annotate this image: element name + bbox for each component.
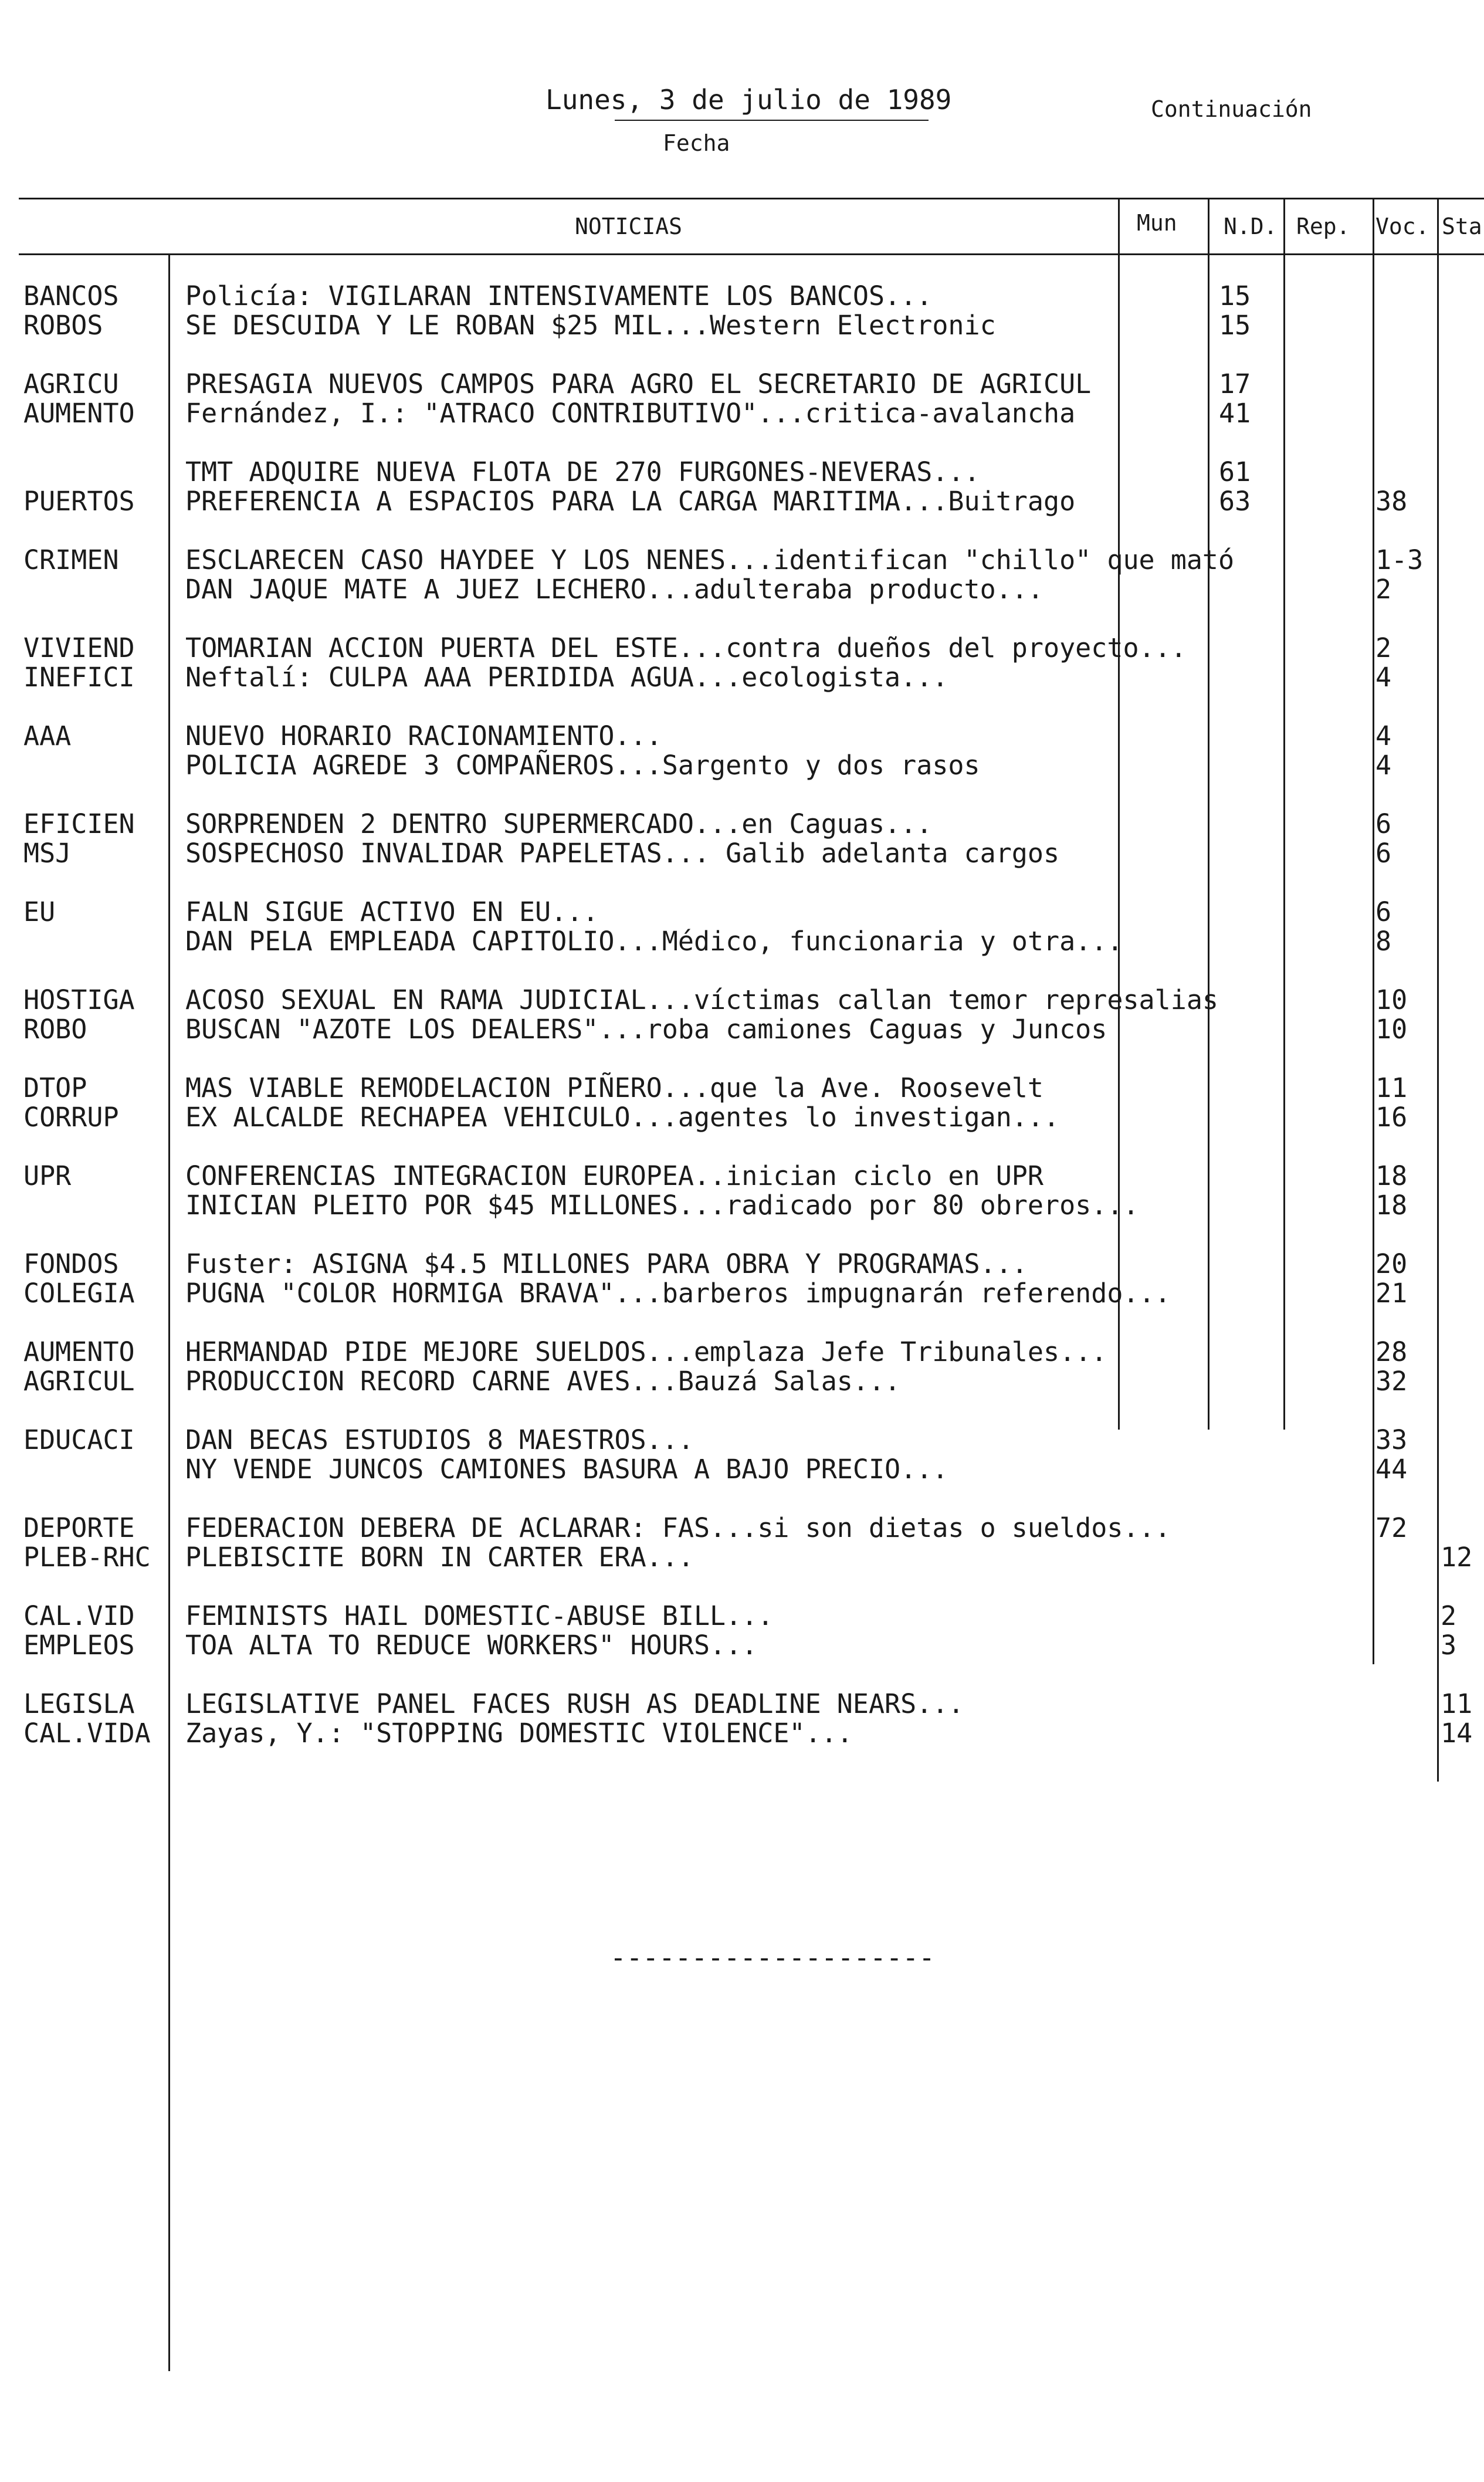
row-voc-value: 6 bbox=[1375, 808, 1392, 839]
row-headline: SORPRENDEN 2 DENTRO SUPERMERCADO...en Caguas... bbox=[185, 808, 933, 839]
row-nd-value: 17 bbox=[1219, 368, 1251, 399]
row-voc-value: 44 bbox=[1375, 1454, 1408, 1485]
row-category: DTOP bbox=[23, 1072, 87, 1103]
row-headline: TOA ALTA TO REDUCE WORKERS" HOURS... bbox=[185, 1630, 758, 1661]
row-category: ROBOS bbox=[23, 310, 103, 341]
row-category: HOSTIGA bbox=[23, 984, 135, 1015]
row-headline: MAS VIABLE REMODELACION PIÑERO...que la Ave. Roosevelt bbox=[185, 1072, 1043, 1103]
row-category: PLEB-RHC bbox=[23, 1542, 151, 1573]
row-category: AGRICUL bbox=[23, 1366, 135, 1397]
row-category: EFICIEN bbox=[23, 808, 135, 839]
row-headline: ESCLARECEN CASO HAYDEE Y LOS NENES...identifican "chillo" que mató bbox=[185, 544, 1235, 575]
column-header-nd: N.D. bbox=[1224, 214, 1278, 239]
row-voc-value: 2 bbox=[1375, 632, 1392, 663]
row-headline: Fuster: ASIGNA $4.5 MILLONES PARA OBRA Y PROGRAMAS... bbox=[185, 1248, 1028, 1279]
row-headline: LEGISLATIVE PANEL FACES RUSH AS DEADLINE NEARS... bbox=[185, 1688, 964, 1719]
row-headline: SOSPECHOSO INVALIDAR PAPELETAS... Galib adelanta cargos bbox=[185, 838, 1060, 869]
column-header-noticias: NOTICIAS bbox=[575, 214, 683, 239]
row-voc-value: 16 bbox=[1375, 1102, 1408, 1133]
row-category: LEGISLA bbox=[23, 1688, 135, 1719]
row-category: UPR bbox=[23, 1160, 72, 1191]
row-category: DEPORTE bbox=[23, 1512, 135, 1543]
row-headline: FALN SIGUE ACTIVO EN EU... bbox=[185, 896, 599, 927]
row-headline: FEMINISTS HAIL DOMESTIC-ABUSE BILL... bbox=[185, 1600, 774, 1631]
row-category: BANCOS bbox=[23, 280, 119, 311]
row-headline: PUGNA "COLOR HORMIGA BRAVA"...barberos impugnarán referendo... bbox=[185, 1278, 1171, 1309]
row-headline: POLICIA AGREDE 3 COMPAÑEROS...Sargento y dos rasos bbox=[185, 750, 980, 781]
table-header-rule bbox=[19, 253, 1484, 255]
row-nd-value: 15 bbox=[1219, 310, 1251, 341]
footer-divider: -------------------- bbox=[610, 1942, 935, 1973]
row-category: PUERTOS bbox=[23, 486, 135, 517]
row-voc-value: 1-3 bbox=[1375, 544, 1424, 575]
row-headline: Policía: VIGILARAN INTENSIVAMENTE LOS BANCOS... bbox=[185, 280, 933, 311]
row-voc-value: 28 bbox=[1375, 1336, 1408, 1367]
column-divider-mun bbox=[1118, 198, 1120, 1430]
column-divider-rep bbox=[1283, 198, 1285, 1430]
row-category: EMPLEOS bbox=[23, 1630, 135, 1661]
row-sta-value: 2 bbox=[1441, 1600, 1457, 1631]
row-voc-value: 2 bbox=[1375, 574, 1392, 605]
row-headline: Fernández, I.: "ATRACO CONTRIBUTIVO"...critica-avalancha bbox=[185, 398, 1076, 429]
row-voc-value: 4 bbox=[1375, 720, 1392, 751]
row-category: CRIMEN bbox=[23, 544, 119, 575]
row-nd-value: 15 bbox=[1219, 280, 1251, 311]
row-headline: PRESAGIA NUEVOS CAMPOS PARA AGRO EL SECRETARIO DE AGRICUL bbox=[185, 368, 1092, 399]
row-headline: SE DESCUIDA Y LE ROBAN $25 MIL...Western Electronic bbox=[185, 310, 996, 341]
row-category: CAL.VID bbox=[23, 1600, 135, 1631]
row-nd-value: 63 bbox=[1219, 486, 1251, 517]
column-divider-category bbox=[168, 253, 170, 2371]
row-sta-value: 11 bbox=[1441, 1688, 1473, 1719]
row-category: CORRUP bbox=[23, 1102, 119, 1133]
table-top-rule bbox=[19, 198, 1484, 199]
row-headline: TOMARIAN ACCION PUERTA DEL ESTE...contra dueños del proyecto... bbox=[185, 632, 1187, 663]
row-headline: Zayas, Y.: "STOPPING DOMESTIC VIOLENCE"... bbox=[185, 1718, 853, 1749]
row-headline: PREFERENCIA A ESPACIOS PARA LA CARGA MARITIMA...Buitrago bbox=[185, 486, 1076, 517]
row-voc-value: 38 bbox=[1375, 486, 1408, 517]
row-voc-value: 32 bbox=[1375, 1366, 1408, 1397]
row-category: AAA bbox=[23, 720, 72, 751]
row-headline: HERMANDAD PIDE MEJORE SUELDOS...emplaza Jefe Tribunales... bbox=[185, 1336, 1107, 1367]
row-category: AUMENTO bbox=[23, 398, 135, 429]
row-voc-value: 33 bbox=[1375, 1424, 1408, 1455]
column-header-mun: Mun bbox=[1137, 210, 1177, 236]
row-headline: NUEVO HORARIO RACIONAMIENTO... bbox=[185, 720, 662, 751]
row-headline: Neftalí: CULPA AAA PERIDIDA AGUA...ecologista... bbox=[185, 662, 948, 693]
row-headline: EX ALCALDE RECHAPEA VEHICULO...agentes lo investigan... bbox=[185, 1102, 1060, 1133]
row-category: FONDOS bbox=[23, 1248, 119, 1279]
row-headline: INICIAN PLEITO POR $45 MILLONES...radicado por 80 obreros... bbox=[185, 1190, 1139, 1221]
row-voc-value: 21 bbox=[1375, 1278, 1408, 1309]
row-headline: NY VENDE JUNCOS CAMIONES BASURA A BAJO PRECIO... bbox=[185, 1454, 948, 1485]
row-voc-value: 4 bbox=[1375, 662, 1392, 693]
row-voc-value: 10 bbox=[1375, 984, 1408, 1015]
row-voc-value: 6 bbox=[1375, 896, 1392, 927]
row-headline: DAN PELA EMPLEADA CAPITOLIO...Médico, funcionaria y otra... bbox=[185, 926, 1123, 957]
row-headline: CONFERENCIAS INTEGRACION EUROPEA..inician ciclo en UPR bbox=[185, 1160, 1043, 1191]
row-category: AUMENTO bbox=[23, 1336, 135, 1367]
row-voc-value: 20 bbox=[1375, 1248, 1408, 1279]
row-category: VIVIEND bbox=[23, 632, 135, 663]
row-nd-value: 41 bbox=[1219, 398, 1251, 429]
row-nd-value: 61 bbox=[1219, 456, 1251, 487]
row-voc-value: 18 bbox=[1375, 1190, 1408, 1221]
row-headline: FEDERACION DEBERA DE ACLARAR: FAS...si son dietas o sueldos... bbox=[185, 1512, 1171, 1543]
row-category: COLEGIA bbox=[23, 1278, 135, 1309]
column-header-rep: Rep. bbox=[1296, 214, 1350, 239]
continuation-label: Continuación bbox=[1151, 96, 1312, 122]
row-headline: DAN JAQUE MATE A JUEZ LECHERO...adulteraba producto... bbox=[185, 574, 1043, 605]
row-sta-value: 3 bbox=[1441, 1630, 1457, 1661]
column-header-sta: Sta bbox=[1442, 214, 1482, 239]
column-divider-nd bbox=[1208, 198, 1209, 1430]
row-headline: DAN BECAS ESTUDIOS 8 MAESTROS... bbox=[185, 1424, 694, 1455]
row-headline: TMT ADQUIRE NUEVA FLOTA DE 270 FURGONES-NEVERAS... bbox=[185, 456, 980, 487]
row-headline: PRODUCCION RECORD CARNE AVES...Bauzá Salas... bbox=[185, 1366, 901, 1397]
row-voc-value: 72 bbox=[1375, 1512, 1408, 1543]
row-category: EDUCACI bbox=[23, 1424, 135, 1455]
date-underline bbox=[615, 120, 929, 121]
row-voc-value: 18 bbox=[1375, 1160, 1408, 1191]
date-label: Fecha bbox=[663, 130, 730, 156]
row-voc-value: 10 bbox=[1375, 1014, 1408, 1045]
row-voc-value: 8 bbox=[1375, 926, 1392, 957]
column-divider-voc bbox=[1373, 198, 1374, 1664]
row-voc-value: 6 bbox=[1375, 838, 1392, 869]
row-category: CAL.VIDA bbox=[23, 1718, 151, 1749]
row-headline: PLEBISCITE BORN IN CARTER ERA... bbox=[185, 1542, 694, 1573]
column-header-voc: Voc. bbox=[1375, 214, 1429, 239]
row-category: MSJ bbox=[23, 838, 72, 869]
row-sta-value: 12 bbox=[1441, 1542, 1473, 1573]
row-sta-value: 14 bbox=[1441, 1718, 1473, 1749]
row-headline: ACOSO SEXUAL EN RAMA JUDICIAL...víctimas callan temor represalias bbox=[185, 984, 1218, 1015]
column-divider-sta bbox=[1437, 198, 1439, 1782]
row-category: EU bbox=[23, 896, 56, 927]
row-category: INEFICI bbox=[23, 662, 135, 693]
row-category: ROBO bbox=[23, 1014, 87, 1045]
date-line: Lunes, 3 de julio de 1989 bbox=[546, 84, 952, 116]
row-category: AGRICU bbox=[23, 368, 119, 399]
row-voc-value: 11 bbox=[1375, 1072, 1408, 1103]
row-voc-value: 4 bbox=[1375, 750, 1392, 781]
row-headline: BUSCAN "AZOTE LOS DEALERS"...roba camiones Caguas y Juncos bbox=[185, 1014, 1107, 1045]
